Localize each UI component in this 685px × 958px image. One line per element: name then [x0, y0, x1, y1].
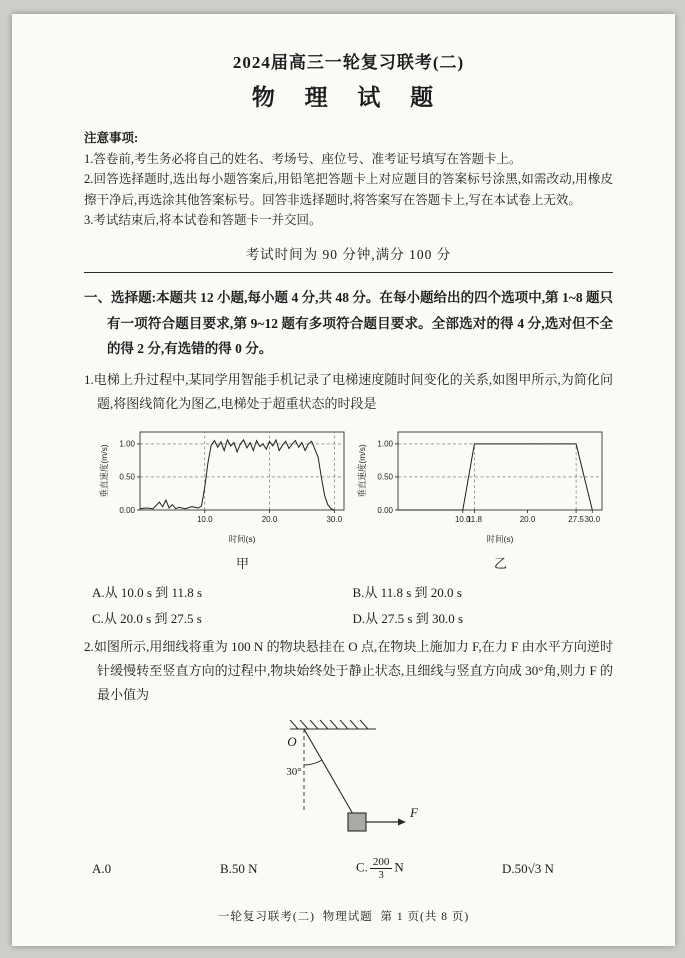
svg-text:1.00: 1.00	[119, 439, 135, 449]
point-o-label: O	[286, 734, 297, 750]
q1-option-d: D.从 27.5 s 到 30.0 s	[352, 611, 464, 627]
fraction	[370, 856, 393, 881]
force-arrowhead	[398, 819, 406, 826]
svg-text:20.0: 20.0	[519, 515, 536, 525]
chart-block-yi	[356, 422, 611, 572]
exam-title: 2024届高三一轮复习联考(二)	[232, 53, 465, 72]
fraction-numerator: 200	[370, 856, 393, 869]
svg-text:30.0: 30.0	[584, 515, 601, 525]
q2-option-a: A.0	[92, 860, 112, 876]
notice-item-3: 3.考试结束后,将本试卷和答题卡一并交回。	[84, 212, 322, 227]
svg-text:20.0: 20.0	[261, 515, 278, 525]
svg-text:0.50: 0.50	[119, 472, 135, 482]
chart-jia-caption: 甲	[235, 556, 249, 572]
q2-options	[84, 856, 613, 881]
svg-text:0.50: 0.50	[377, 472, 393, 482]
question-2	[84, 635, 613, 881]
fraction-denominator: 3	[378, 869, 384, 882]
q2-option-b: B.50 N	[220, 860, 258, 876]
velocity-time-chart-yi	[356, 422, 611, 549]
notice-item-1: 1.答卷前,考生务必将自己的姓名、考场号、座位号、准考证号填写在答题卡上。	[84, 152, 522, 166]
q1-option-a: A.从 10.0 s 到 11.8 s	[92, 585, 203, 601]
notice-item-2: 2.回答选择题时,选出每小题答案后,用铅笔把答题卡上对应题目的答案标号涂黑,如需改动,用橡皮擦干净后,再选涂其他答案标号。回答非选择题时,将答案写在答题卡上,写在本试卷上无效。	[84, 172, 613, 207]
chart-block-jia	[98, 422, 353, 572]
svg-text:0.00: 0.00	[119, 505, 135, 515]
notice-section	[84, 128, 613, 230]
q2-figure	[84, 709, 613, 850]
svg-text:时间(s): 时间(s)	[228, 534, 256, 545]
force-f-label: F	[409, 805, 418, 821]
q1-option-c: C.从 20.0 s 到 27.5 s	[92, 611, 202, 627]
svg-text:10.0: 10.0	[196, 515, 213, 525]
notice-heading: 注意事项:	[84, 131, 139, 145]
svg-text:垂直速度(m/s): 垂直速度(m/s)	[99, 444, 109, 498]
svg-text:10.0: 10.0	[454, 515, 471, 525]
string-line	[304, 729, 357, 821]
svg-text:11.8: 11.8	[466, 515, 482, 525]
question-1-text: 1.电梯上升过程中,某同学用智能手机记录了电梯速度随时间变化的关系,如图甲所示,为简化问题,将图线简化为图乙,电梯处于超重状态的时段是	[84, 371, 613, 411]
svg-text:1.00: 1.00	[377, 439, 393, 449]
exam-page	[12, 14, 675, 946]
svg-text:垂直速度(m/s): 垂直速度(m/s)	[357, 444, 367, 498]
velocity-time-chart-jia	[98, 422, 353, 549]
q2-option-c	[356, 856, 502, 881]
q2-option-d: D.50√3 N	[502, 860, 554, 876]
angle-label: 30°	[285, 766, 302, 779]
exam-subject-title: 物 理 试 题	[251, 85, 446, 110]
q2-option-c-unit: N	[394, 859, 404, 875]
question-2-text: 2.如图所示,用细线将重为 100 N 的物块悬挂在 O 点,在物块上施加力 F,在力 F 由水平方向逆时针缓慢转至竖直方向的过程中,物块始终处于静止状态,且细线与竖直方向成 30°角,则力 F 的最小值为	[84, 639, 613, 703]
svg-text:27.5: 27.5	[568, 515, 584, 525]
svg-text:0.00: 0.00	[377, 505, 393, 515]
question-1	[84, 368, 613, 627]
svg-text:30.0: 30.0	[326, 515, 343, 525]
svg-text:时间(s): 时间(s)	[486, 534, 514, 545]
section-divider	[84, 272, 613, 273]
page-footer: 一轮复习联考(二) 物理试题 第 1 页(共 8 页)	[217, 911, 470, 923]
chart-yi-caption: 乙	[493, 556, 507, 572]
q2-option-c-prefix: C.	[356, 859, 368, 875]
block	[348, 813, 366, 831]
q2-physics-diagram	[264, 709, 434, 845]
q1-options	[84, 582, 613, 627]
q1-option-b: B.从 11.8 s 到 20.0 s	[352, 585, 462, 601]
section1-heading: 一、选择题:本题共 12 小题,每小题 4 分,共 48 分。在每小题给出的四个选项中,第 1~8 题只有一项符合题目要求,第 9~12 题有多项符合题目要求。全部选对的得 4 分,选对但不全的得 2 分,有选错的得 0 分。	[84, 290, 613, 357]
exam-time-note: 考试时间为 90 分钟,满分 100 分	[245, 247, 452, 262]
q1-figure	[84, 416, 613, 572]
angle-arc	[304, 760, 322, 765]
